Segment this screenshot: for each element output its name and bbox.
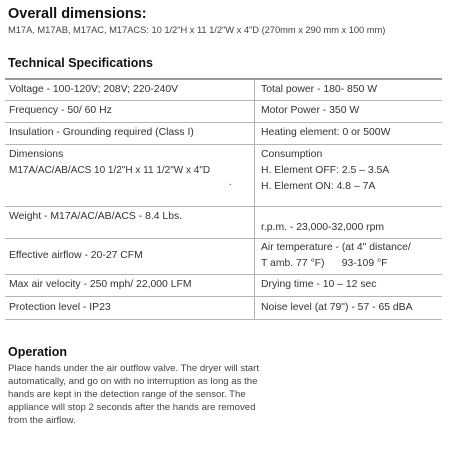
spec-motor-power: Motor Power - 350 W: [255, 100, 443, 122]
spec-rpm: r.p.m. - 23,000-32,000 rpm: [255, 206, 443, 238]
spec-total-power: Total power - 180- 850 W: [255, 80, 443, 100]
spec-voltage: Voltage - 100-120V; 208V; 220-240V: [5, 80, 255, 100]
operation-line: Place hands under the air outflow valve. The dryer will start: [8, 363, 259, 374]
technical-specifications-heading: Technical Specifications: [8, 56, 153, 70]
spec-weight: Weight - M17A/AC/AB/ACS - 8.4 Lbs.: [5, 206, 255, 238]
overall-dimensions-heading: Overall dimensions:: [8, 6, 147, 22]
spec-noise-level: Noise level (at 79") - 57 - 65 dBA: [255, 296, 443, 319]
spec-row-voltage: [5, 80, 442, 100]
spec-dimensions: [5, 144, 255, 206]
spec-air-velocity: Max air velocity - 250 mph/ 22,000 LFM: [5, 274, 255, 296]
spec-row-velocity: [5, 274, 442, 296]
spec-heating-element: Heating element: 0 or 500W: [255, 122, 443, 144]
operation-paragraph: [8, 363, 278, 428]
spec-dimensions-value: M17A/AC/AB/ACS 10 1/2"H x 11 1/2"W x 4"D: [9, 164, 211, 176]
spec-air-temperature-line1: Air temperature - (at 4" distance/: [261, 242, 411, 253]
spec-frequency: Frequency - 50/ 60 Hz: [5, 100, 255, 122]
spec-row-dimensions: [5, 144, 442, 206]
spec-consumption-on: H. Element ON: 4.8 – 7A: [261, 180, 376, 192]
spec-consumption-label: Consumption: [261, 148, 323, 160]
spec-airflow: Effective airflow - 20-27 CFM: [5, 238, 255, 274]
operation-line: automatically, and go on with no interruption as long as the: [8, 375, 258, 387]
spec-row-airflow: [5, 238, 442, 274]
spec-consumption-off: H. Element OFF: 2.5 – 3.5A: [261, 164, 390, 176]
operation-line: appliance will stop 2 seconds after the hands are removed: [8, 401, 256, 413]
spec-table: [5, 80, 442, 320]
spec-insulation: Insulation - Grounding required (Class I): [5, 122, 255, 144]
operation-line: from the airflow.: [8, 414, 76, 426]
spec-row-frequency: [5, 100, 442, 122]
operation-line: hands are kept in the detection range of the sensor. The: [8, 388, 246, 400]
spec-air-temperature: [255, 238, 443, 274]
spec-dimensions-label: Dimensions: [9, 148, 64, 160]
spec-air-temperature-line2: T amb. 77 °F) 93-109 °F: [261, 258, 388, 269]
spec-dimensions-dot: ·: [228, 178, 232, 190]
spec-protection-level: Protection level - IP23: [5, 296, 255, 319]
spec-row-insulation: [5, 122, 442, 144]
spec-row-protection: [5, 296, 442, 319]
overall-dimensions-models: M17A, M17AB, M17AC, M17ACS: 10 1/2"H x 11 1/2"W x 4"D (270mm x 290 mm x 100 mm): [8, 24, 386, 35]
operation-heading: Operation: [8, 345, 68, 359]
spec-consumption: [255, 144, 443, 206]
spec-row-weight: [5, 206, 442, 238]
spec-drying-time: Drying time - 10 – 12 sec: [255, 274, 443, 296]
